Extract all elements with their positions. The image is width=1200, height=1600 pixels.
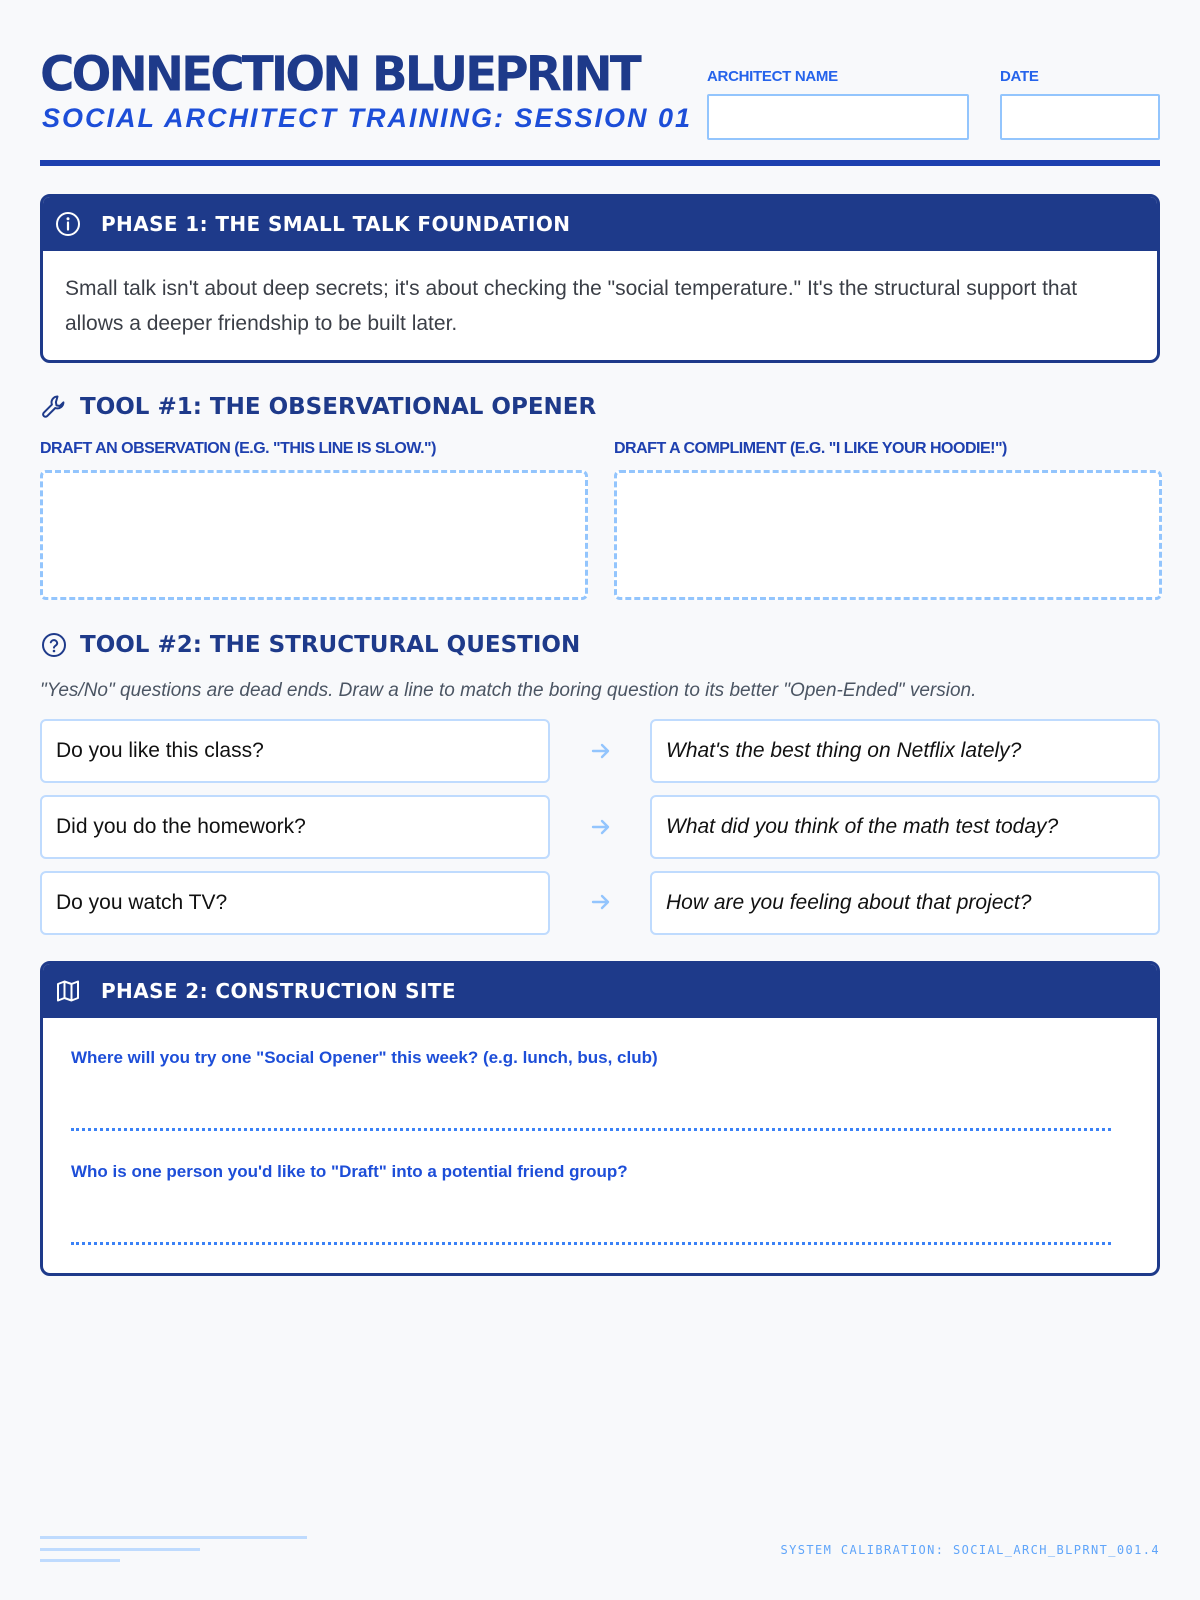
phase2-answer-line-1[interactable] bbox=[71, 1128, 1111, 1131]
page-title: CONNECTION BLUEPRINT bbox=[40, 46, 639, 103]
phase2-prompt-2: Who is one person you'd like to "Draft" into a potential friend group? bbox=[71, 1162, 628, 1181]
arrow-right-icon bbox=[588, 814, 614, 840]
arrow-right-icon bbox=[588, 889, 614, 915]
header-divider bbox=[40, 160, 1160, 166]
question-circle-icon bbox=[40, 631, 68, 659]
closed-question-1[interactable]: Do you like this class? bbox=[40, 719, 550, 783]
phase2-panel bbox=[40, 961, 1160, 1276]
footer-decor-line bbox=[40, 1548, 200, 1551]
footer-decor-line bbox=[40, 1536, 307, 1539]
phase2-heading: PHASE 2: CONSTRUCTION SITE bbox=[101, 979, 456, 1003]
closed-question-3[interactable]: Do you watch TV? bbox=[40, 871, 550, 935]
phase1-heading: PHASE 1: THE SMALL TALK FOUNDATION bbox=[101, 212, 571, 236]
architect-name-label: ARCHITECT NAME bbox=[707, 68, 838, 85]
wrench-icon bbox=[40, 393, 68, 421]
open-question-1[interactable]: What's the best thing on Netflix lately? bbox=[650, 719, 1160, 783]
phase2-answer-line-2[interactable] bbox=[71, 1242, 1111, 1245]
arrow-right-icon bbox=[588, 738, 614, 764]
footer-decor-line bbox=[40, 1559, 120, 1562]
architect-name-field[interactable] bbox=[707, 94, 969, 140]
map-icon bbox=[55, 978, 81, 1004]
tool2-heading-row bbox=[40, 631, 580, 659]
header bbox=[40, 40, 1160, 170]
compliment-input[interactable] bbox=[614, 470, 1162, 600]
phase1-panel bbox=[40, 194, 1160, 363]
phase2-header bbox=[43, 964, 1157, 1018]
footer-calibration-code: SYSTEM CALIBRATION: SOCIAL_ARCH_BLPRNT_001.4 bbox=[780, 1543, 1160, 1557]
open-question-2[interactable]: What did you think of the math test today? bbox=[650, 795, 1160, 859]
observation-input[interactable] bbox=[40, 470, 588, 600]
tool1-heading-row bbox=[40, 393, 596, 421]
phase1-body: Small talk isn't about deep secrets; it's about checking the "social temperature." It's the structural support that allows a deeper friendship to be built later. bbox=[65, 277, 1078, 335]
date-field[interactable] bbox=[1000, 94, 1160, 140]
tool1-drafts bbox=[40, 440, 1160, 605]
tool2-heading: TOOL #2: THE STRUCTURAL QUESTION bbox=[80, 632, 581, 658]
open-question-3[interactable]: How are you feeling about that project? bbox=[650, 871, 1160, 935]
date-label: DATE bbox=[1000, 68, 1039, 85]
tool1-heading: TOOL #1: THE OBSERVATIONAL OPENER bbox=[80, 394, 597, 420]
page-subtitle: SOCIAL ARCHITECT TRAINING: SESSION 01 bbox=[42, 103, 693, 133]
phase2-prompt-1: Where will you try one "Social Opener" this week? (e.g. lunch, bus, club) bbox=[71, 1048, 658, 1067]
worksheet-page bbox=[40, 0, 1160, 1600]
tool2-instructions: "Yes/No" questions are dead ends. Draw a line to match the boring question to its better "Open-Ended" version. bbox=[40, 680, 977, 701]
phase1-header bbox=[43, 197, 1157, 251]
info-icon bbox=[55, 211, 81, 237]
compliment-label: DRAFT A COMPLIMENT (E.G. "I LIKE YOUR HOODIE!") bbox=[614, 440, 1007, 457]
observation-label: DRAFT AN OBSERVATION (E.G. "THIS LINE IS SLOW.") bbox=[40, 440, 436, 457]
closed-question-2[interactable]: Did you do the homework? bbox=[40, 795, 550, 859]
